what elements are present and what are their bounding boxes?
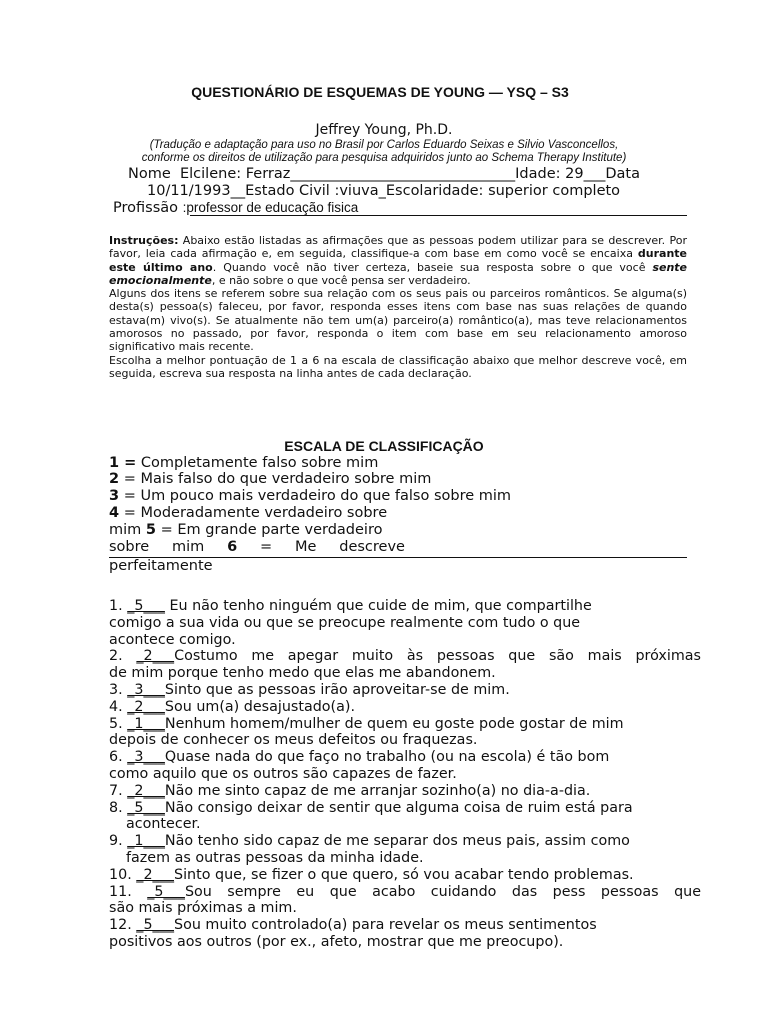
profession-line: [113, 200, 358, 216]
date-civil-education-line: 10/11/1993__Estado Civil :viuva_Escolaridade: superior completo: [147, 183, 621, 199]
item-6: 6. _3___Quase nada do que faço no trabalho (ou na escola) é tão bom como aquilo que os outros são capazes de fazer.: [109, 749, 610, 782]
scale-title: ESCALA DE CLASSIFICAÇÃO: [284, 438, 484, 454]
answer-8[interactable]: _5___: [127, 799, 165, 816]
questionnaire-items: [109, 598, 701, 951]
item-1: 1. _5___ Eu não tenho ninguém que cuide de mim, que compartilhe comigo a sua vida ou que se preocupe realmente com tudo o que acontece comigo.: [109, 598, 592, 648]
instructions-paragraph-3: Escolha a melhor pontuação de 1 a 6 na escala de classificação abaixo que melhor descreve você, em seguida, escreva sua resposta na linha antes de cada declaração.: [109, 353, 687, 380]
answer-6[interactable]: _3___: [127, 749, 165, 766]
answer-4[interactable]: _2___: [127, 698, 165, 715]
date-value: 10/11/1993: [147, 183, 231, 199]
scale-item-6: sobre mim 6 = Me descreve: [109, 539, 405, 555]
profession-value: :professor de educação fisica: [182, 200, 359, 215]
item-9: 9. _1___Não tenho sido capaz de me separar dos meus pais, assim como fazem as outras pessoas da minha idade.: [109, 833, 630, 866]
item-5: 5. _1___Nenhum homem/mulher de quem eu goste pode gostar de mim depois de conhecer os meus defeitos ou fraquezas.: [109, 715, 624, 749]
education-value: superior completo: [488, 183, 621, 199]
instructions-label: Instruções:: [109, 234, 179, 247]
author: Jeffrey Young, Ph.D.: [315, 122, 453, 138]
subtitle-line-1: (Tradução e adaptação para uso no Brasil por Carlos Eduardo Seixas e Silvio Vasconcellos,: [149, 139, 619, 151]
date-label: Data: [605, 166, 640, 182]
education-label: Escolaridade:: [385, 183, 484, 199]
scale-item-2: 2 = Mais falso do que verdadeiro sobre mim: [109, 471, 432, 487]
name-label: Nome: [128, 166, 171, 182]
answer-2[interactable]: _2___: [136, 648, 175, 665]
instructions-paragraph-2: Alguns dos itens se referem sobre sua relação com os seus pais ou parceiros românticos. Se alguma(s) desta(s) pessoa(s) faleceu, por favor, responda esses itens com base nas suas relações de quando estava(m) vivo(s). Se atualmente não tem um(a) parceiro(a) romântico(a), mas teve relacionamentos amorosos no passado, por favor, responda o item com base em seu relacionamento amoroso significativo mais recente.: [109, 287, 687, 354]
instructions: [109, 234, 687, 380]
item-3: 3. _3___Sinto que as pessoas irão aproveitar-se de mim.: [109, 681, 510, 698]
scale-item-3: 3 = Um pouco mais verdadeiro do que falso sobre mim: [109, 488, 512, 504]
name-age-date-line: Nome Elcilene: Ferraz_______________________________Idade: 29___Data: [128, 166, 640, 182]
profession-label: Profissão: [113, 200, 179, 216]
item-8: 8. _5___Não consigo deixar de sentir que alguma coisa de ruim está para acontecer.: [109, 799, 633, 833]
answer-11[interactable]: _5___: [147, 883, 185, 900]
item-11: 11. _5___Sou sempre eu que acabo cuidando das pess pessoas que são mais próximas a mim.: [109, 883, 701, 917]
answer-5[interactable]: _1___: [127, 715, 165, 732]
answer-9[interactable]: _1___: [127, 833, 165, 850]
scale-item-6-continued: perfeitamente: [109, 558, 213, 574]
name-value: Elcilene: Ferraz: [179, 166, 291, 182]
scale-item-1: 1 = Completamente falso sobre mim: [109, 455, 379, 471]
answer-3[interactable]: _3___: [127, 681, 165, 698]
item-7: 7. _2___Não me sinto capaz de me arranjar sozinho(a) no dia-a-dia.: [109, 782, 591, 799]
item-12: 12. _5___Sou muito controlado(a) para revelar os meus sentimentos positivos aos outros (por ex., afeto, mostrar que me preocupo).: [109, 917, 597, 950]
age-value: 29: [565, 166, 584, 182]
profession-underline: [190, 215, 687, 216]
item-10: 10. _2___Sinto que, se fizer o que quero, só vou acabar tendo problemas.: [109, 866, 634, 883]
item-2: 2. _2___Costumo me apegar muito às pessoas que são mais próximas de mim porque tenho medo que elas me abandonem.: [109, 648, 701, 682]
item-4: 4. _2___Sou um(a) desajustado(a).: [109, 698, 355, 715]
answer-12[interactable]: _5___: [136, 917, 174, 934]
subtitle-line-2: conforme os direitos de utilização para pesquisa adquiridos junto ao Schema Therapy Institute): [141, 152, 627, 164]
instructions-paragraph-1: Instruções: Abaixo estão listadas as afirmações que as pessoas podem utilizar para se descrever. Por favor, leia cada afirmação e, em seguida, classifique-a com base em como você se encaixa durante este último ano. Quando você não tiver certeza, baseie sua resposta sobre o que você sente emocionalmente, e não sobre o que você pensa ser verdadeiro.: [109, 234, 687, 287]
answer-7[interactable]: _2___: [127, 782, 165, 799]
scale-item-5: mim 5 = Em grande parte verdadeiro: [109, 522, 383, 538]
name-blank: _______________________________: [290, 166, 516, 182]
answer-10[interactable]: _2___: [136, 866, 174, 883]
answer-1[interactable]: _5___: [127, 598, 165, 614]
age-label: Idade:: [515, 166, 561, 182]
scale-item-4: 4 = Moderadamente verdadeiro sobre: [109, 505, 388, 521]
civil-value: viuva: [339, 183, 379, 199]
civil-label: Estado Civil :: [245, 183, 340, 199]
document-title: QUESTIONÁRIO DE ESQUEMAS DE YOUNG — YSQ – S3: [191, 84, 569, 100]
